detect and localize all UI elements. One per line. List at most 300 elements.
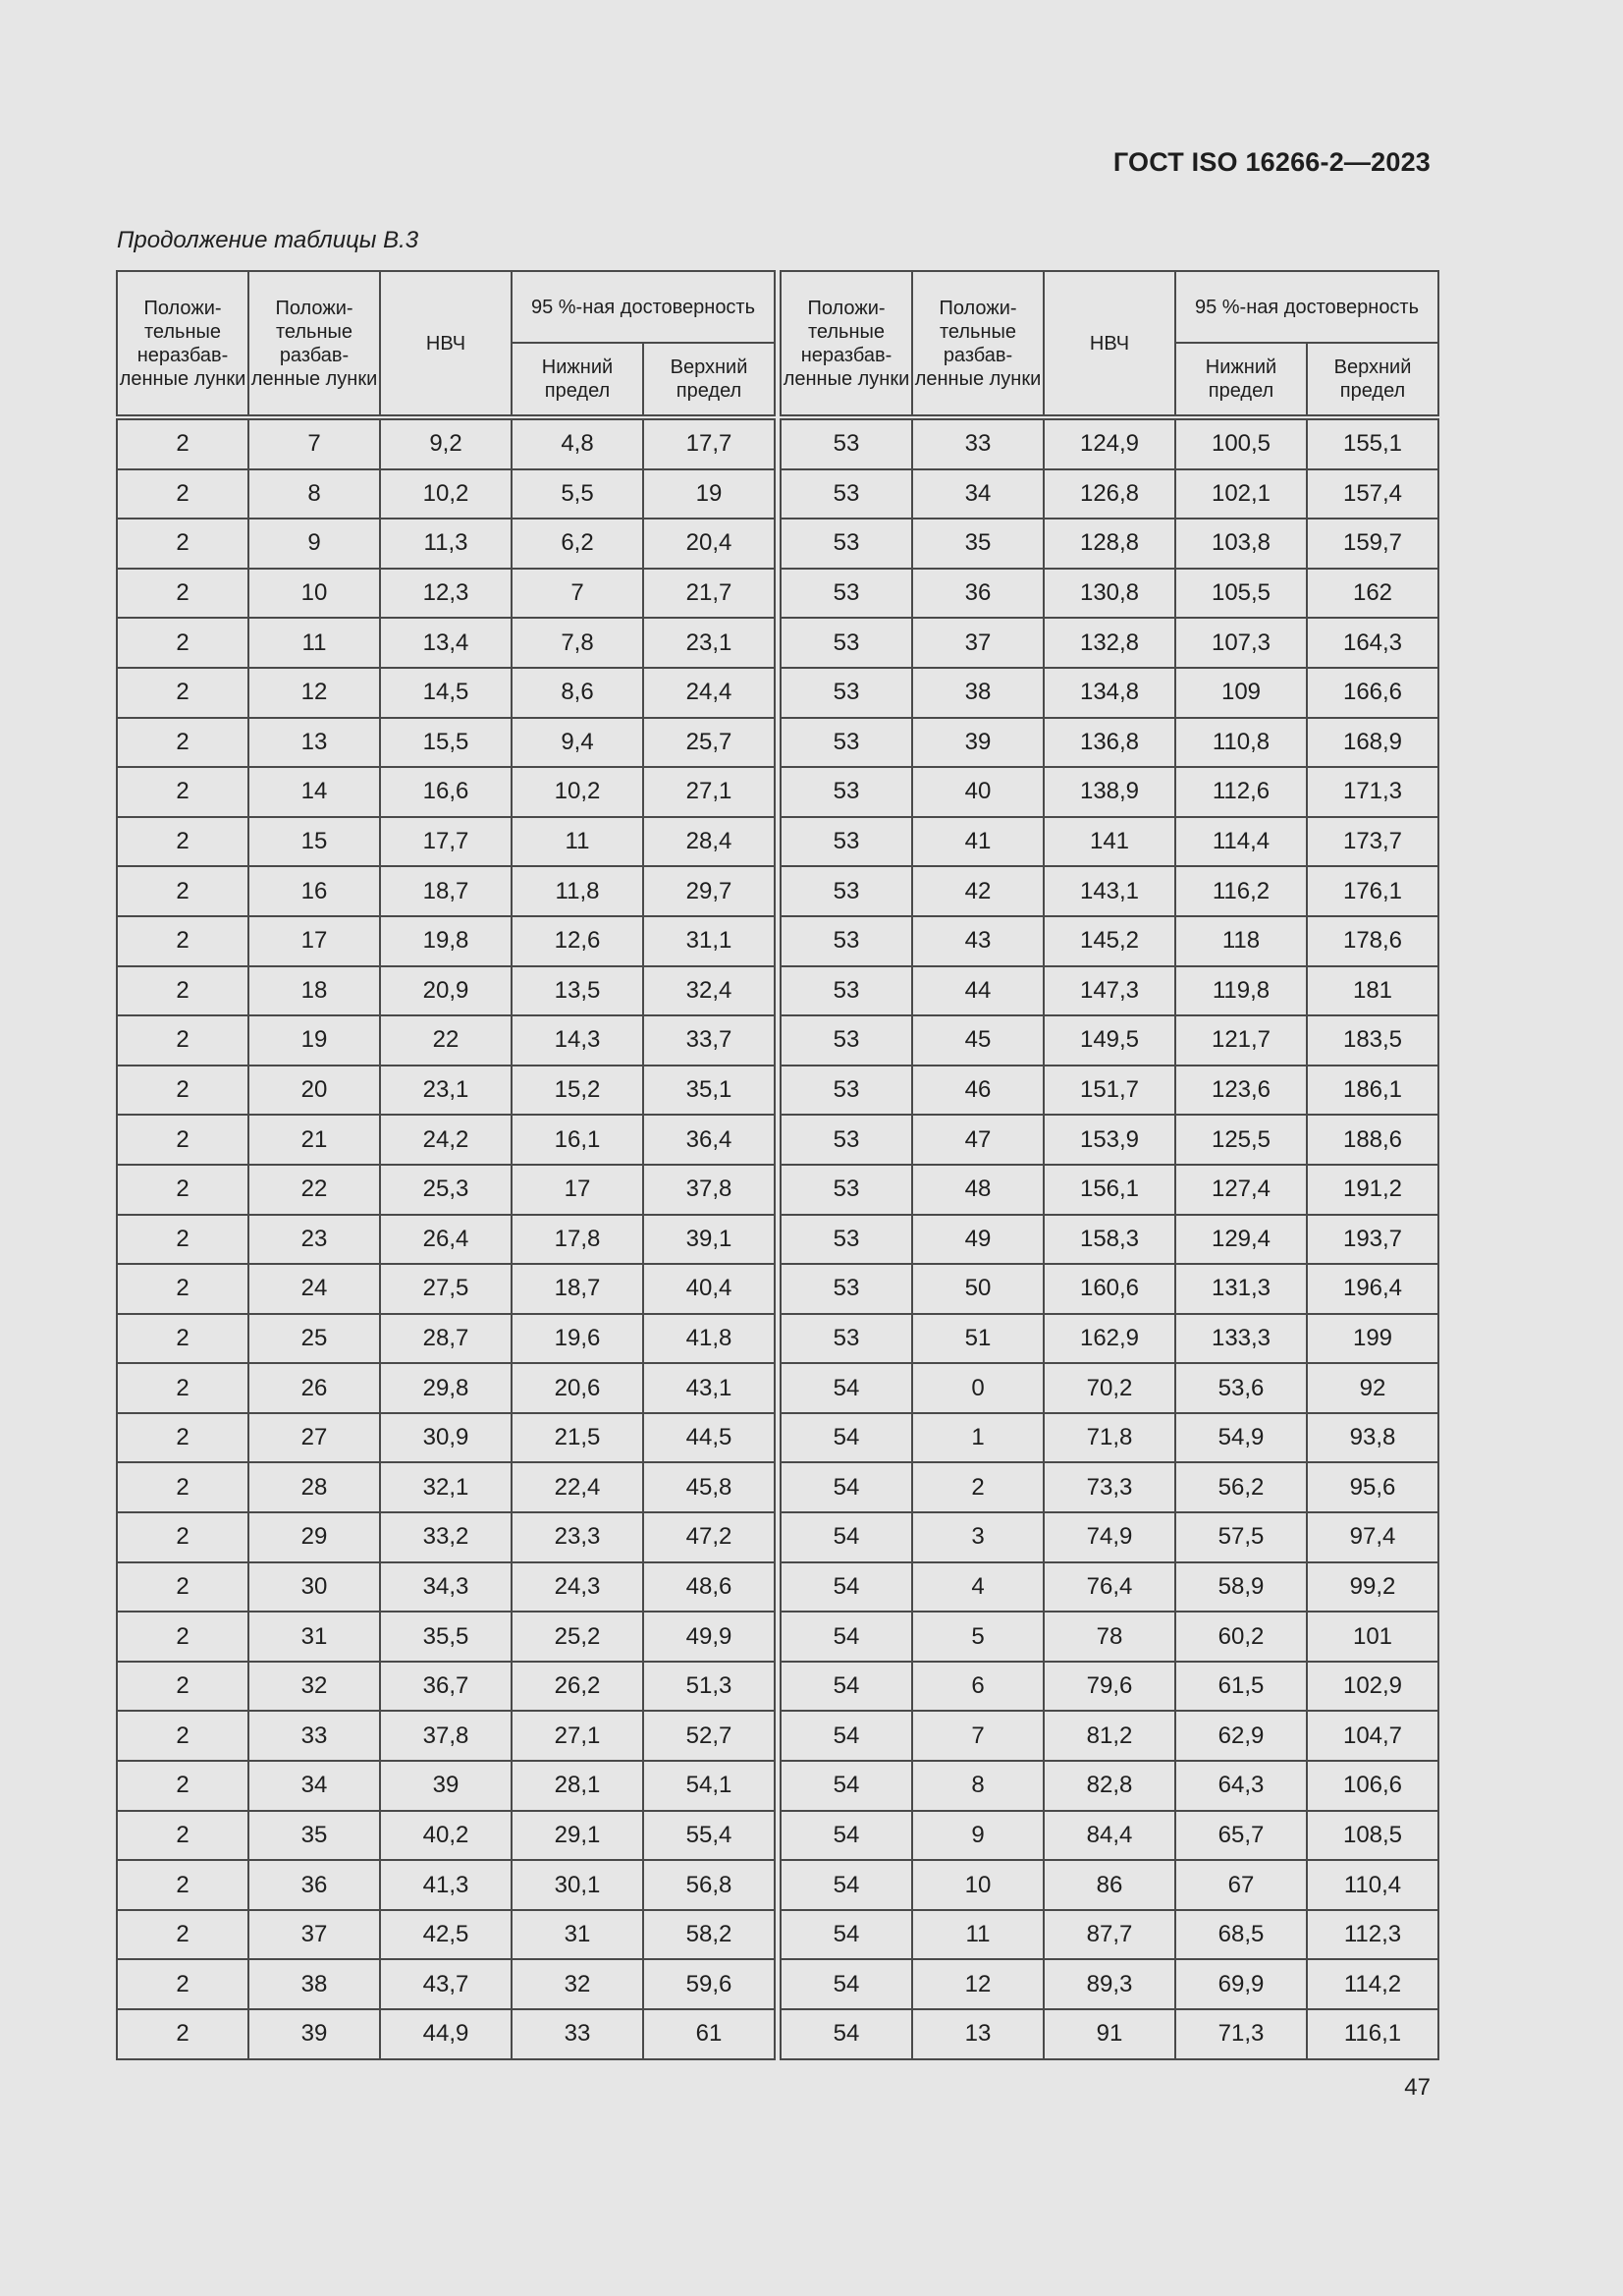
table-cell: 2	[117, 1115, 248, 1165]
table-cell: 37,8	[380, 1711, 512, 1761]
table-cell: 2	[117, 1066, 248, 1116]
table-cell: 35	[912, 519, 1044, 569]
header-lower-limit: Нижний предел	[1175, 343, 1307, 417]
table-row	[117, 1910, 775, 1960]
table-cell: 64,3	[1175, 1761, 1307, 1811]
table-cell: 2	[117, 1413, 248, 1463]
table-cell: 41,3	[380, 1860, 512, 1910]
table-cell: 188,6	[1307, 1115, 1438, 1165]
table-cell: 97,4	[1307, 1512, 1438, 1562]
header-positive-diluted: Положи-тельные разбав-ленные лунки	[912, 271, 1044, 417]
table-cell: 13,4	[380, 618, 512, 668]
table-cell: 32	[248, 1662, 380, 1712]
table-caption: Продолжение таблицы В.3	[117, 227, 419, 253]
table-cell: 7	[248, 417, 380, 469]
table-cell: 58,2	[643, 1910, 775, 1960]
table-row	[781, 618, 1438, 668]
table-cell: 18	[248, 966, 380, 1016]
table-cell: 59,6	[643, 1959, 775, 2009]
table-cell: 162,9	[1044, 1314, 1175, 1364]
table-cell: 10,2	[512, 767, 643, 817]
table-cell: 186,1	[1307, 1066, 1438, 1116]
table-cell: 43	[912, 916, 1044, 966]
table-cell: 147,3	[1044, 966, 1175, 1016]
table-cell: 56,8	[643, 1860, 775, 1910]
table-cell: 35,5	[380, 1612, 512, 1662]
table-cell: 2	[117, 1462, 248, 1512]
table-cell: 199	[1307, 1314, 1438, 1364]
table-row	[117, 668, 775, 718]
table-cell: 130,8	[1044, 569, 1175, 619]
table-row	[781, 1264, 1438, 1314]
table-cell: 30	[248, 1562, 380, 1613]
table-cell: 2	[117, 1860, 248, 1910]
table-row	[117, 1512, 775, 1562]
header-mpn: НВЧ	[1044, 271, 1175, 417]
table-cell: 54,9	[1175, 1413, 1307, 1463]
table-row	[781, 1562, 1438, 1613]
table-row	[117, 1015, 775, 1066]
table-cell: 11	[512, 817, 643, 867]
table-cell: 2	[912, 1462, 1044, 1512]
table-cell: 53	[781, 469, 912, 519]
table-cell: 50	[912, 1264, 1044, 1314]
table-cell: 171,3	[1307, 767, 1438, 817]
table-row	[781, 1959, 1438, 2009]
table-row	[117, 1562, 775, 1613]
table-cell: 160,6	[1044, 1264, 1175, 1314]
table-cell: 110,8	[1175, 718, 1307, 768]
table-cell: 103,8	[1175, 519, 1307, 569]
table-cell: 54	[781, 1860, 912, 1910]
table-cell: 2	[117, 668, 248, 718]
table-cell: 129,4	[1175, 1215, 1307, 1265]
table-cell: 176,1	[1307, 866, 1438, 916]
table-cell: 53	[781, 1314, 912, 1364]
table-cell: 102,1	[1175, 469, 1307, 519]
table-cell: 87,7	[1044, 1910, 1175, 1960]
table-cell: 35	[248, 1811, 380, 1861]
table-cell: 48	[912, 1165, 1044, 1215]
table-cell: 112,3	[1307, 1910, 1438, 1960]
table-cell: 18,7	[380, 866, 512, 916]
table-cell: 10,2	[380, 469, 512, 519]
table-cell: 56,2	[1175, 1462, 1307, 1512]
table-cell: 21,7	[643, 569, 775, 619]
table-cell: 2	[117, 1562, 248, 1613]
table-cell: 53	[781, 817, 912, 867]
table-cell: 51	[912, 1314, 1044, 1364]
table-cell: 54	[781, 1462, 912, 1512]
table-cell: 106,6	[1307, 1761, 1438, 1811]
table-cell: 61,5	[1175, 1662, 1307, 1712]
table-cell: 23,1	[380, 1066, 512, 1116]
table-cell: 33,2	[380, 1512, 512, 1562]
table-cell: 55,4	[643, 1811, 775, 1861]
table-cell: 11,8	[512, 866, 643, 916]
table-row	[781, 469, 1438, 519]
table-row	[117, 966, 775, 1016]
table-cell: 21	[248, 1115, 380, 1165]
table-cell: 48,6	[643, 1562, 775, 1613]
table-cell: 134,8	[1044, 668, 1175, 718]
table-cell: 7,8	[512, 618, 643, 668]
table-cell: 20,4	[643, 519, 775, 569]
table-cell: 25,3	[380, 1165, 512, 1215]
table-row	[117, 1662, 775, 1712]
table-cell: 20,6	[512, 1363, 643, 1413]
table-row	[781, 417, 1438, 469]
table-cell: 36	[248, 1860, 380, 1910]
table-cell: 37	[248, 1910, 380, 1960]
table-cell: 159,7	[1307, 519, 1438, 569]
table-cell: 119,8	[1175, 966, 1307, 1016]
table-cell: 116,1	[1307, 2009, 1438, 2059]
table-cell: 22	[380, 1015, 512, 1066]
table-cell: 54	[781, 1562, 912, 1613]
table-cell: 43,7	[380, 1959, 512, 2009]
table-cell: 74,9	[1044, 1512, 1175, 1562]
table-cell: 26,2	[512, 1662, 643, 1712]
table-row	[117, 767, 775, 817]
table-cell: 30,1	[512, 1860, 643, 1910]
table-cell: 2	[117, 1165, 248, 1215]
table-cell: 45,8	[643, 1462, 775, 1512]
table-cell: 2	[117, 469, 248, 519]
table-cell: 21,5	[512, 1413, 643, 1463]
table-cell: 12	[248, 668, 380, 718]
table-cell: 5	[912, 1612, 1044, 1662]
table-cell: 17	[248, 916, 380, 966]
header-mpn: НВЧ	[380, 271, 512, 417]
table-cell: 25,7	[643, 718, 775, 768]
header-upper-limit: Верхний предел	[643, 343, 775, 417]
table-cell: 0	[912, 1363, 1044, 1413]
table-cell: 114,4	[1175, 817, 1307, 867]
table-cell: 52,7	[643, 1711, 775, 1761]
table-cell: 71,8	[1044, 1413, 1175, 1463]
table-cell: 164,3	[1307, 618, 1438, 668]
table-cell: 9,2	[380, 417, 512, 469]
table-cell: 89,3	[1044, 1959, 1175, 2009]
table-cell: 54	[781, 1512, 912, 1562]
table-cell: 46	[912, 1066, 1044, 1116]
table-cell: 36,7	[380, 1662, 512, 1712]
header-lower-limit: Нижний предел	[512, 343, 643, 417]
table-cell: 2	[117, 916, 248, 966]
table-cell: 12,6	[512, 916, 643, 966]
table-cell: 2	[117, 569, 248, 619]
table-cell: 53	[781, 1264, 912, 1314]
table-cell: 24	[248, 1264, 380, 1314]
table-cell: 54	[781, 1413, 912, 1463]
table-cell: 2	[117, 866, 248, 916]
table-cell: 54	[781, 1662, 912, 1712]
table-cell: 141	[1044, 817, 1175, 867]
table-cell: 183,5	[1307, 1015, 1438, 1066]
table-cell: 2	[117, 1761, 248, 1811]
document-code: ГОСТ ISO 16266-2—2023	[1112, 147, 1431, 177]
table-cell: 54	[781, 2009, 912, 2059]
table-cell: 114,2	[1307, 1959, 1438, 2009]
table-cell: 53	[781, 1115, 912, 1165]
table-cell: 14	[248, 767, 380, 817]
table-cell: 127,4	[1175, 1165, 1307, 1215]
table-cell: 53	[781, 668, 912, 718]
table-cell: 166,6	[1307, 668, 1438, 718]
table-cell: 35,1	[643, 1066, 775, 1116]
table-cell: 15	[248, 817, 380, 867]
table-cell: 32	[512, 1959, 643, 2009]
table-cell: 151,7	[1044, 1066, 1175, 1116]
table-cell: 1	[912, 1413, 1044, 1463]
table-cell: 2	[117, 1612, 248, 1662]
table-cell: 22,4	[512, 1462, 643, 1512]
table-cell: 158,3	[1044, 1215, 1175, 1265]
header-positive-undiluted: Положи-тельные неразбав-ленные лунки	[781, 271, 912, 417]
table-row	[117, 1363, 775, 1413]
table-cell: 40,2	[380, 1811, 512, 1861]
table-row	[117, 1264, 775, 1314]
table-cell: 8	[248, 469, 380, 519]
data-table	[116, 270, 1439, 2060]
table-cell: 54	[781, 1761, 912, 1811]
table-row	[117, 1462, 775, 1512]
table-cell: 2	[117, 1264, 248, 1314]
table-cell: 93,8	[1307, 1413, 1438, 1463]
table-cell: 27	[248, 1413, 380, 1463]
table-cell: 53	[781, 1215, 912, 1265]
table-cell: 2	[117, 1662, 248, 1712]
table-row	[117, 1314, 775, 1364]
table-cell: 95,6	[1307, 1462, 1438, 1512]
table-cell: 16,6	[380, 767, 512, 817]
table-row	[117, 866, 775, 916]
table-cell: 2	[117, 1512, 248, 1562]
table-cell: 2	[117, 2009, 248, 2059]
table-cell: 62,9	[1175, 1711, 1307, 1761]
table-cell: 57,5	[1175, 1512, 1307, 1562]
table-cell: 196,4	[1307, 1264, 1438, 1314]
table-cell: 53	[781, 767, 912, 817]
table-cell: 19,8	[380, 916, 512, 966]
table-left-body	[117, 417, 775, 2059]
table-cell: 20,9	[380, 966, 512, 1016]
table-cell: 53	[781, 718, 912, 768]
table-cell: 82,8	[1044, 1761, 1175, 1811]
table-cell: 30,9	[380, 1413, 512, 1463]
table-row	[117, 2009, 775, 2059]
table-cell: 36	[912, 569, 1044, 619]
header-confidence: 95 %-ная достоверность	[512, 271, 775, 343]
table-cell: 40	[912, 767, 1044, 817]
table-cell: 31	[248, 1612, 380, 1662]
table-cell: 29,8	[380, 1363, 512, 1413]
table-cell: 99,2	[1307, 1562, 1438, 1613]
table-row	[117, 417, 775, 469]
table-row	[781, 1314, 1438, 1364]
table-row	[117, 469, 775, 519]
table-row	[781, 569, 1438, 619]
table-cell: 18,7	[512, 1264, 643, 1314]
table-row	[781, 767, 1438, 817]
table-cell: 27,5	[380, 1264, 512, 1314]
table-cell: 2	[117, 1910, 248, 1960]
table-right-half	[780, 270, 1439, 2060]
table-row	[781, 718, 1438, 768]
table-cell: 49	[912, 1215, 1044, 1265]
table-cell: 54	[781, 1959, 912, 2009]
table-cell: 173,7	[1307, 817, 1438, 867]
table-cell: 2	[117, 1215, 248, 1265]
table-cell: 25	[248, 1314, 380, 1364]
table-cell: 133,3	[1175, 1314, 1307, 1364]
table-cell: 61	[643, 2009, 775, 2059]
table-row	[117, 1860, 775, 1910]
table-cell: 2	[117, 966, 248, 1016]
table-cell: 178,6	[1307, 916, 1438, 966]
table-row	[781, 866, 1438, 916]
table-row	[781, 916, 1438, 966]
table-cell: 42	[912, 866, 1044, 916]
table-cell: 8,6	[512, 668, 643, 718]
table-cell: 26	[248, 1363, 380, 1413]
table-row	[781, 1512, 1438, 1562]
table-cell: 37	[912, 618, 1044, 668]
table-cell: 107,3	[1175, 618, 1307, 668]
table-cell: 60,2	[1175, 1612, 1307, 1662]
table-cell: 9	[248, 519, 380, 569]
table-cell: 101	[1307, 1612, 1438, 1662]
table-cell: 79,6	[1044, 1662, 1175, 1712]
table-cell: 54	[781, 1612, 912, 1662]
table-cell: 108,5	[1307, 1811, 1438, 1861]
table-cell: 76,4	[1044, 1562, 1175, 1613]
table-cell: 54	[781, 1363, 912, 1413]
table-cell: 2	[117, 817, 248, 867]
table-cell: 149,5	[1044, 1015, 1175, 1066]
table-row	[781, 519, 1438, 569]
table-cell: 26,4	[380, 1215, 512, 1265]
table-row	[117, 718, 775, 768]
table-cell: 153,9	[1044, 1115, 1175, 1165]
table-cell: 181	[1307, 966, 1438, 1016]
table-cell: 116,2	[1175, 866, 1307, 916]
table-cell: 4	[912, 1562, 1044, 1613]
table-row	[781, 1165, 1438, 1215]
table-cell: 13	[248, 718, 380, 768]
table-cell: 45	[912, 1015, 1044, 1066]
table-row	[781, 1015, 1438, 1066]
table-cell: 2	[117, 618, 248, 668]
table-cell: 193,7	[1307, 1215, 1438, 1265]
table-cell: 17	[512, 1165, 643, 1215]
table-cell: 17,7	[643, 417, 775, 469]
table-cell: 2	[117, 1314, 248, 1364]
table-cell: 22	[248, 1165, 380, 1215]
table-cell: 11	[912, 1910, 1044, 1960]
table-cell: 27,1	[643, 767, 775, 817]
table-cell: 28	[248, 1462, 380, 1512]
table-cell: 7	[912, 1711, 1044, 1761]
table-cell: 145,2	[1044, 916, 1175, 966]
table-cell: 78	[1044, 1612, 1175, 1662]
table-cell: 19	[248, 1015, 380, 1066]
table-cell: 84,4	[1044, 1811, 1175, 1861]
table-cell: 10	[248, 569, 380, 619]
table-cell: 32,1	[380, 1462, 512, 1512]
table-cell: 110,4	[1307, 1860, 1438, 1910]
table-cell: 2	[117, 417, 248, 469]
table-cell: 5,5	[512, 469, 643, 519]
table-cell: 2	[117, 1711, 248, 1761]
header-upper-limit: Верхний предел	[1307, 343, 1438, 417]
table-cell: 44,5	[643, 1413, 775, 1463]
table-row	[117, 519, 775, 569]
header-positive-undiluted: Положи-тельные неразбав-ленные лунки	[117, 271, 248, 417]
table-row	[781, 1811, 1438, 1861]
table-row	[781, 966, 1438, 1016]
header-confidence: 95 %-ная достоверность	[1175, 271, 1438, 343]
table-cell: 112,6	[1175, 767, 1307, 817]
table-cell: 31,1	[643, 916, 775, 966]
table-cell: 42,5	[380, 1910, 512, 1960]
table-cell: 13	[912, 2009, 1044, 2059]
table-cell: 91	[1044, 2009, 1175, 2059]
table-cell: 3	[912, 1512, 1044, 1562]
table-cell: 58,9	[1175, 1562, 1307, 1613]
table-cell: 126,8	[1044, 469, 1175, 519]
table-cell: 4,8	[512, 417, 643, 469]
table-cell: 2	[117, 519, 248, 569]
table-cell: 53	[781, 916, 912, 966]
table-cell: 109	[1175, 668, 1307, 718]
table-row	[781, 817, 1438, 867]
table-cell: 53	[781, 519, 912, 569]
table-cell: 12,3	[380, 569, 512, 619]
table-cell: 81,2	[1044, 1711, 1175, 1761]
table-cell: 29	[248, 1512, 380, 1562]
table-cell: 33	[512, 2009, 643, 2059]
table-cell: 53,6	[1175, 1363, 1307, 1413]
table-cell: 16,1	[512, 1115, 643, 1165]
table-cell: 28,4	[643, 817, 775, 867]
table-cell: 54,1	[643, 1761, 775, 1811]
table-cell: 155,1	[1307, 417, 1438, 469]
table-cell: 86	[1044, 1860, 1175, 1910]
table-cell: 12	[912, 1959, 1044, 2009]
table-cell: 34,3	[380, 1562, 512, 1613]
table-row	[781, 1462, 1438, 1512]
table-cell: 92	[1307, 1363, 1438, 1413]
table-row	[781, 2009, 1438, 2059]
table-cell: 39	[912, 718, 1044, 768]
table-cell: 33	[248, 1711, 380, 1761]
table-cell: 67	[1175, 1860, 1307, 1910]
table-cell: 53	[781, 1066, 912, 1116]
table-cell: 24,2	[380, 1115, 512, 1165]
table-cell: 33	[912, 417, 1044, 469]
table-cell: 8	[912, 1761, 1044, 1811]
table-cell: 28,7	[380, 1314, 512, 1364]
table-cell: 70,2	[1044, 1363, 1175, 1413]
table-cell: 53	[781, 1165, 912, 1215]
table-cell: 39,1	[643, 1215, 775, 1265]
table-cell: 10	[912, 1860, 1044, 1910]
table-row	[781, 668, 1438, 718]
table-cell: 44,9	[380, 2009, 512, 2059]
table-cell: 23,1	[643, 618, 775, 668]
